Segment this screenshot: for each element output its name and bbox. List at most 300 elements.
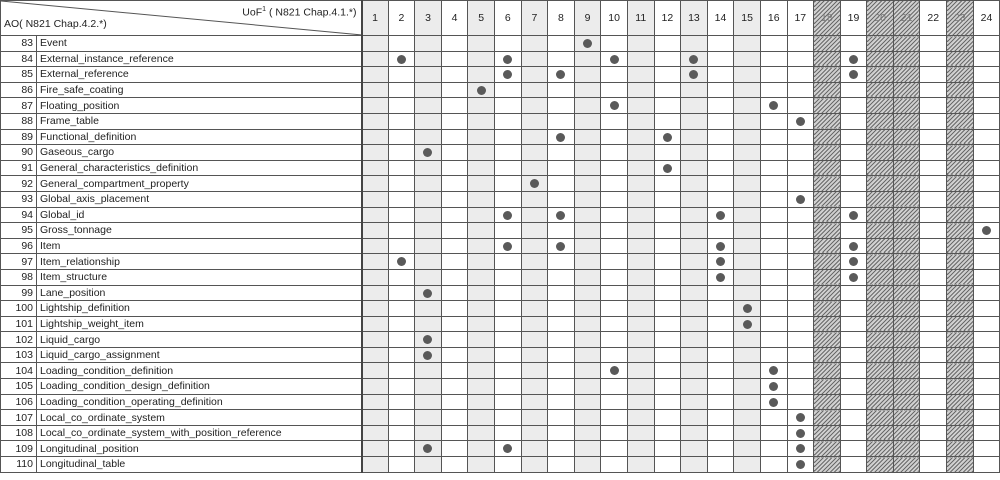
matrix-cell-uof-16 — [760, 347, 787, 363]
matrix-cell-uof-15 — [734, 394, 761, 410]
matrix-cell-uof-20 — [867, 363, 894, 379]
table-row — [1, 332, 1000, 348]
matrix-cell-uof-22 — [920, 363, 947, 379]
ao-number: 83 — [1, 36, 37, 52]
column-header-uof-8: 8 — [548, 1, 575, 36]
matrix-cell-uof-18 — [814, 410, 841, 426]
matrix-cell-uof-6 — [494, 425, 521, 441]
matrix-cell-uof-19 — [840, 176, 867, 192]
corner-header — [1, 1, 362, 36]
ao-name: Gaseous_cargo — [37, 145, 362, 161]
matrix-cell-uof-19 — [840, 379, 867, 395]
matrix-cell-uof-8 — [548, 113, 575, 129]
matrix-cell-uof-19 — [840, 457, 867, 473]
matrix-cell-uof-9 — [574, 207, 601, 223]
matrix-cell-uof-17 — [787, 223, 814, 239]
matrix-cell-uof-20 — [867, 113, 894, 129]
ao-name: Functional_definition — [37, 129, 362, 145]
matrix-cell-uof-22 — [920, 113, 947, 129]
matrix-cell-uof-20 — [867, 441, 894, 457]
matrix-cell-uof-19 — [840, 254, 867, 270]
matrix-cell-uof-3 — [415, 98, 442, 114]
matrix-cell-uof-8 — [548, 160, 575, 176]
matrix-cell-uof-1 — [362, 394, 389, 410]
ao-number: 109 — [1, 441, 37, 457]
matrix-cell-uof-2 — [388, 425, 415, 441]
matrix-cell-uof-17 — [787, 191, 814, 207]
matrix-cell-uof-15 — [734, 332, 761, 348]
matrix-cell-uof-4 — [441, 301, 468, 317]
matrix-cell-uof-3 — [415, 394, 442, 410]
matrix-cell-uof-10 — [601, 145, 628, 161]
matrix-cell-uof-17 — [787, 269, 814, 285]
table-row — [1, 82, 1000, 98]
matrix-cell-uof-7 — [521, 145, 548, 161]
matrix-cell-uof-10 — [601, 51, 628, 67]
matrix-cell-uof-4 — [441, 145, 468, 161]
matrix-cell-uof-11 — [627, 379, 654, 395]
ao-number: 110 — [1, 457, 37, 473]
uof-header-label: UoF$^1$ ( N821 Chap.4.1.*) — [242, 6, 357, 19]
matrix-cell-uof-7 — [521, 254, 548, 270]
matrix-cell-uof-9 — [574, 36, 601, 52]
membership-dot-icon — [423, 289, 432, 298]
membership-dot-icon — [423, 335, 432, 344]
matrix-cell-uof-10 — [601, 269, 628, 285]
matrix-cell-uof-4 — [441, 67, 468, 83]
matrix-cell-uof-16 — [760, 254, 787, 270]
matrix-cell-uof-4 — [441, 457, 468, 473]
membership-dot-icon — [503, 242, 512, 251]
matrix-cell-uof-22 — [920, 160, 947, 176]
matrix-cell-uof-6 — [494, 160, 521, 176]
table-row — [1, 191, 1000, 207]
matrix-cell-uof-17 — [787, 129, 814, 145]
ao-name: Longitudinal_table — [37, 457, 362, 473]
matrix-cell-uof-14 — [707, 425, 734, 441]
column-header-uof-22: 22 — [920, 1, 947, 36]
matrix-cell-uof-15 — [734, 113, 761, 129]
matrix-cell-uof-11 — [627, 394, 654, 410]
matrix-cell-uof-13 — [681, 223, 708, 239]
matrix-cell-uof-24 — [973, 379, 1000, 395]
matrix-cell-uof-21 — [893, 36, 920, 52]
membership-dot-icon — [423, 444, 432, 453]
matrix-cell-uof-18 — [814, 207, 841, 223]
matrix-cell-uof-18 — [814, 82, 841, 98]
table-row — [1, 129, 1000, 145]
matrix-cell-uof-2 — [388, 441, 415, 457]
ao-number: 99 — [1, 285, 37, 301]
matrix-cell-uof-7 — [521, 363, 548, 379]
matrix-cell-uof-5 — [468, 394, 495, 410]
table-row — [1, 51, 1000, 67]
matrix-cell-uof-17 — [787, 51, 814, 67]
matrix-cell-uof-21 — [893, 301, 920, 317]
matrix-cell-uof-14 — [707, 176, 734, 192]
matrix-cell-uof-23 — [947, 145, 974, 161]
matrix-cell-uof-16 — [760, 191, 787, 207]
matrix-cell-uof-16 — [760, 301, 787, 317]
matrix-cell-uof-21 — [893, 82, 920, 98]
matrix-cell-uof-20 — [867, 457, 894, 473]
matrix-cell-uof-5 — [468, 316, 495, 332]
matrix-cell-uof-8 — [548, 129, 575, 145]
matrix-cell-uof-14 — [707, 145, 734, 161]
matrix-cell-uof-10 — [601, 176, 628, 192]
matrix-cell-uof-20 — [867, 67, 894, 83]
matrix-cell-uof-22 — [920, 347, 947, 363]
matrix-cell-uof-20 — [867, 36, 894, 52]
membership-dot-icon — [556, 133, 565, 142]
matrix-cell-uof-5 — [468, 379, 495, 395]
matrix-cell-uof-10 — [601, 36, 628, 52]
matrix-cell-uof-3 — [415, 207, 442, 223]
membership-dot-icon — [503, 444, 512, 453]
matrix-cell-uof-1 — [362, 191, 389, 207]
ao-number: 108 — [1, 425, 37, 441]
matrix-cell-uof-18 — [814, 51, 841, 67]
matrix-cell-uof-3 — [415, 145, 442, 161]
matrix-cell-uof-9 — [574, 316, 601, 332]
ao-number: 84 — [1, 51, 37, 67]
matrix-cell-uof-21 — [893, 176, 920, 192]
membership-dot-icon — [663, 133, 672, 142]
ao-name: Liquid_cargo — [37, 332, 362, 348]
matrix-cell-uof-23 — [947, 316, 974, 332]
matrix-cell-uof-16 — [760, 207, 787, 223]
matrix-cell-uof-8 — [548, 176, 575, 192]
table-row — [1, 347, 1000, 363]
matrix-cell-uof-11 — [627, 410, 654, 426]
matrix-cell-uof-8 — [548, 67, 575, 83]
matrix-cell-uof-17 — [787, 379, 814, 395]
matrix-cell-uof-7 — [521, 301, 548, 317]
matrix-cell-uof-7 — [521, 129, 548, 145]
matrix-cell-uof-15 — [734, 67, 761, 83]
matrix-cell-uof-14 — [707, 347, 734, 363]
matrix-cell-uof-15 — [734, 363, 761, 379]
table-row — [1, 269, 1000, 285]
matrix-cell-uof-6 — [494, 176, 521, 192]
matrix-cell-uof-21 — [893, 238, 920, 254]
ao-name: Loading_condition_operating_definition — [37, 394, 362, 410]
table-row — [1, 207, 1000, 223]
membership-dot-icon — [716, 211, 725, 220]
ao-name: General_characteristics_definition — [37, 160, 362, 176]
matrix-cell-uof-17 — [787, 67, 814, 83]
membership-dot-icon — [849, 242, 858, 251]
matrix-cell-uof-9 — [574, 223, 601, 239]
ao-number: 100 — [1, 301, 37, 317]
matrix-cell-uof-6 — [494, 441, 521, 457]
matrix-cell-uof-18 — [814, 67, 841, 83]
matrix-cell-uof-11 — [627, 441, 654, 457]
membership-dot-icon — [769, 382, 778, 391]
matrix-cell-uof-24 — [973, 394, 1000, 410]
matrix-cell-uof-8 — [548, 332, 575, 348]
matrix-cell-uof-12 — [654, 316, 681, 332]
matrix-cell-uof-21 — [893, 207, 920, 223]
matrix-cell-uof-14 — [707, 363, 734, 379]
matrix-cell-uof-5 — [468, 145, 495, 161]
matrix-cell-uof-3 — [415, 332, 442, 348]
matrix-cell-uof-3 — [415, 347, 442, 363]
matrix-cell-uof-5 — [468, 207, 495, 223]
matrix-cell-uof-6 — [494, 191, 521, 207]
matrix-cell-uof-15 — [734, 425, 761, 441]
matrix-cell-uof-3 — [415, 238, 442, 254]
matrix-cell-uof-24 — [973, 316, 1000, 332]
matrix-cell-uof-7 — [521, 285, 548, 301]
matrix-cell-uof-21 — [893, 363, 920, 379]
matrix-cell-uof-8 — [548, 441, 575, 457]
matrix-cell-uof-23 — [947, 254, 974, 270]
ao-name: Global_id — [37, 207, 362, 223]
matrix-cell-uof-23 — [947, 113, 974, 129]
matrix-cell-uof-14 — [707, 36, 734, 52]
membership-dot-icon — [583, 39, 592, 48]
matrix-cell-uof-19 — [840, 129, 867, 145]
matrix-cell-uof-22 — [920, 269, 947, 285]
matrix-cell-uof-24 — [973, 410, 1000, 426]
matrix-cell-uof-17 — [787, 145, 814, 161]
membership-dot-icon — [503, 211, 512, 220]
ao-number: 87 — [1, 98, 37, 114]
matrix-cell-uof-23 — [947, 379, 974, 395]
matrix-cell-uof-14 — [707, 254, 734, 270]
matrix-cell-uof-18 — [814, 285, 841, 301]
matrix-cell-uof-1 — [362, 238, 389, 254]
matrix-cell-uof-12 — [654, 207, 681, 223]
ao-number: 88 — [1, 113, 37, 129]
matrix-cell-uof-9 — [574, 67, 601, 83]
matrix-cell-uof-13 — [681, 269, 708, 285]
matrix-cell-uof-17 — [787, 36, 814, 52]
matrix-cell-uof-19 — [840, 223, 867, 239]
matrix-cell-uof-2 — [388, 410, 415, 426]
matrix-cell-uof-15 — [734, 160, 761, 176]
matrix-cell-uof-14 — [707, 410, 734, 426]
matrix-cell-uof-18 — [814, 98, 841, 114]
matrix-cell-uof-4 — [441, 191, 468, 207]
matrix-cell-uof-2 — [388, 332, 415, 348]
membership-dot-icon — [397, 257, 406, 266]
matrix-cell-uof-3 — [415, 379, 442, 395]
matrix-cell-uof-17 — [787, 394, 814, 410]
matrix-cell-uof-5 — [468, 285, 495, 301]
matrix-cell-uof-2 — [388, 82, 415, 98]
matrix-cell-uof-16 — [760, 113, 787, 129]
matrix-cell-uof-21 — [893, 410, 920, 426]
column-header-uof-12: 12 — [654, 1, 681, 36]
ao-name: Loading_condition_definition — [37, 363, 362, 379]
matrix-cell-uof-3 — [415, 160, 442, 176]
matrix-cell-uof-23 — [947, 223, 974, 239]
table-row — [1, 301, 1000, 317]
matrix-cell-uof-13 — [681, 51, 708, 67]
matrix-cell-uof-24 — [973, 160, 1000, 176]
matrix-cell-uof-11 — [627, 129, 654, 145]
matrix-cell-uof-18 — [814, 332, 841, 348]
matrix-cell-uof-4 — [441, 332, 468, 348]
matrix-cell-uof-17 — [787, 316, 814, 332]
matrix-cell-uof-14 — [707, 457, 734, 473]
matrix-cell-uof-7 — [521, 223, 548, 239]
matrix-cell-uof-19 — [840, 301, 867, 317]
matrix-cell-uof-5 — [468, 82, 495, 98]
matrix-cell-uof-18 — [814, 425, 841, 441]
matrix-cell-uof-8 — [548, 145, 575, 161]
matrix-cell-uof-18 — [814, 301, 841, 317]
column-header-uof-10: 10 — [601, 1, 628, 36]
matrix-cell-uof-18 — [814, 238, 841, 254]
matrix-cell-uof-5 — [468, 176, 495, 192]
ao-number: 98 — [1, 269, 37, 285]
matrix-cell-uof-19 — [840, 36, 867, 52]
matrix-cell-uof-8 — [548, 457, 575, 473]
matrix-cell-uof-22 — [920, 191, 947, 207]
matrix-cell-uof-19 — [840, 98, 867, 114]
matrix-cell-uof-12 — [654, 145, 681, 161]
column-header-uof-3: 3 — [415, 1, 442, 36]
matrix-cell-uof-22 — [920, 332, 947, 348]
matrix-cell-uof-12 — [654, 347, 681, 363]
matrix-cell-uof-2 — [388, 457, 415, 473]
matrix-cell-uof-3 — [415, 441, 442, 457]
column-header-uof-9: 9 — [574, 1, 601, 36]
membership-dot-icon — [982, 226, 991, 235]
matrix-cell-uof-15 — [734, 254, 761, 270]
matrix-cell-uof-13 — [681, 207, 708, 223]
matrix-cell-uof-13 — [681, 379, 708, 395]
matrix-cell-uof-12 — [654, 457, 681, 473]
matrix-cell-uof-14 — [707, 269, 734, 285]
matrix-cell-uof-15 — [734, 285, 761, 301]
matrix-cell-uof-11 — [627, 51, 654, 67]
matrix-cell-uof-24 — [973, 98, 1000, 114]
matrix-cell-uof-18 — [814, 316, 841, 332]
matrix-cell-uof-7 — [521, 394, 548, 410]
membership-dot-icon — [849, 211, 858, 220]
matrix-cell-uof-22 — [920, 238, 947, 254]
matrix-cell-uof-13 — [681, 285, 708, 301]
column-header-uof-13: 13 — [681, 1, 708, 36]
column-header-uof-23: 23 — [947, 1, 974, 36]
matrix-cell-uof-3 — [415, 36, 442, 52]
matrix-cell-uof-23 — [947, 238, 974, 254]
ao-number: 95 — [1, 223, 37, 239]
ao-number: 91 — [1, 160, 37, 176]
ao-number: 105 — [1, 379, 37, 395]
matrix-cell-uof-7 — [521, 36, 548, 52]
matrix-cell-uof-7 — [521, 347, 548, 363]
matrix-cell-uof-16 — [760, 160, 787, 176]
matrix-cell-uof-9 — [574, 332, 601, 348]
matrix-cell-uof-23 — [947, 441, 974, 457]
matrix-cell-uof-6 — [494, 457, 521, 473]
matrix-cell-uof-13 — [681, 347, 708, 363]
ao-number: 103 — [1, 347, 37, 363]
matrix-cell-uof-7 — [521, 176, 548, 192]
matrix-cell-uof-9 — [574, 98, 601, 114]
matrix-cell-uof-4 — [441, 160, 468, 176]
ao-number: 97 — [1, 254, 37, 270]
membership-dot-icon — [689, 70, 698, 79]
matrix-cell-uof-2 — [388, 394, 415, 410]
matrix-cell-uof-24 — [973, 223, 1000, 239]
matrix-cell-uof-14 — [707, 129, 734, 145]
membership-dot-icon — [796, 413, 805, 422]
matrix-cell-uof-7 — [521, 207, 548, 223]
matrix-cell-uof-17 — [787, 347, 814, 363]
matrix-cell-uof-22 — [920, 254, 947, 270]
matrix-cell-uof-5 — [468, 457, 495, 473]
matrix-cell-uof-9 — [574, 457, 601, 473]
matrix-cell-uof-7 — [521, 410, 548, 426]
matrix-cell-uof-24 — [973, 441, 1000, 457]
matrix-cell-uof-16 — [760, 363, 787, 379]
matrix-cell-uof-8 — [548, 254, 575, 270]
matrix-cell-uof-7 — [521, 316, 548, 332]
matrix-cell-uof-14 — [707, 285, 734, 301]
matrix-cell-uof-22 — [920, 379, 947, 395]
matrix-cell-uof-6 — [494, 347, 521, 363]
matrix-cell-uof-13 — [681, 176, 708, 192]
matrix-cell-uof-8 — [548, 98, 575, 114]
matrix-cell-uof-16 — [760, 82, 787, 98]
matrix-cell-uof-17 — [787, 332, 814, 348]
matrix-cell-uof-8 — [548, 301, 575, 317]
matrix-cell-uof-16 — [760, 441, 787, 457]
matrix-cell-uof-23 — [947, 347, 974, 363]
matrix-cell-uof-15 — [734, 238, 761, 254]
matrix-cell-uof-4 — [441, 254, 468, 270]
matrix-cell-uof-18 — [814, 457, 841, 473]
matrix-cell-uof-15 — [734, 441, 761, 457]
matrix-cell-uof-11 — [627, 207, 654, 223]
matrix-cell-uof-23 — [947, 425, 974, 441]
matrix-cell-uof-5 — [468, 113, 495, 129]
matrix-cell-uof-1 — [362, 301, 389, 317]
matrix-cell-uof-12 — [654, 51, 681, 67]
matrix-cell-uof-11 — [627, 285, 654, 301]
matrix-cell-uof-8 — [548, 82, 575, 98]
matrix-cell-uof-14 — [707, 113, 734, 129]
matrix-cell-uof-5 — [468, 129, 495, 145]
matrix-cell-uof-11 — [627, 301, 654, 317]
matrix-cell-uof-21 — [893, 379, 920, 395]
matrix-cell-uof-23 — [947, 394, 974, 410]
matrix-cell-uof-10 — [601, 410, 628, 426]
matrix-cell-uof-20 — [867, 394, 894, 410]
matrix-cell-uof-20 — [867, 269, 894, 285]
matrix-cell-uof-7 — [521, 457, 548, 473]
matrix-cell-uof-19 — [840, 207, 867, 223]
matrix-cell-uof-11 — [627, 113, 654, 129]
matrix-cell-uof-21 — [893, 145, 920, 161]
matrix-cell-uof-18 — [814, 176, 841, 192]
matrix-cell-uof-20 — [867, 51, 894, 67]
matrix-cell-uof-12 — [654, 67, 681, 83]
ao-number: 107 — [1, 410, 37, 426]
matrix-cell-uof-16 — [760, 425, 787, 441]
matrix-cell-uof-11 — [627, 254, 654, 270]
matrix-cell-uof-11 — [627, 176, 654, 192]
membership-dot-icon — [503, 70, 512, 79]
matrix-cell-uof-13 — [681, 394, 708, 410]
matrix-cell-uof-15 — [734, 223, 761, 239]
